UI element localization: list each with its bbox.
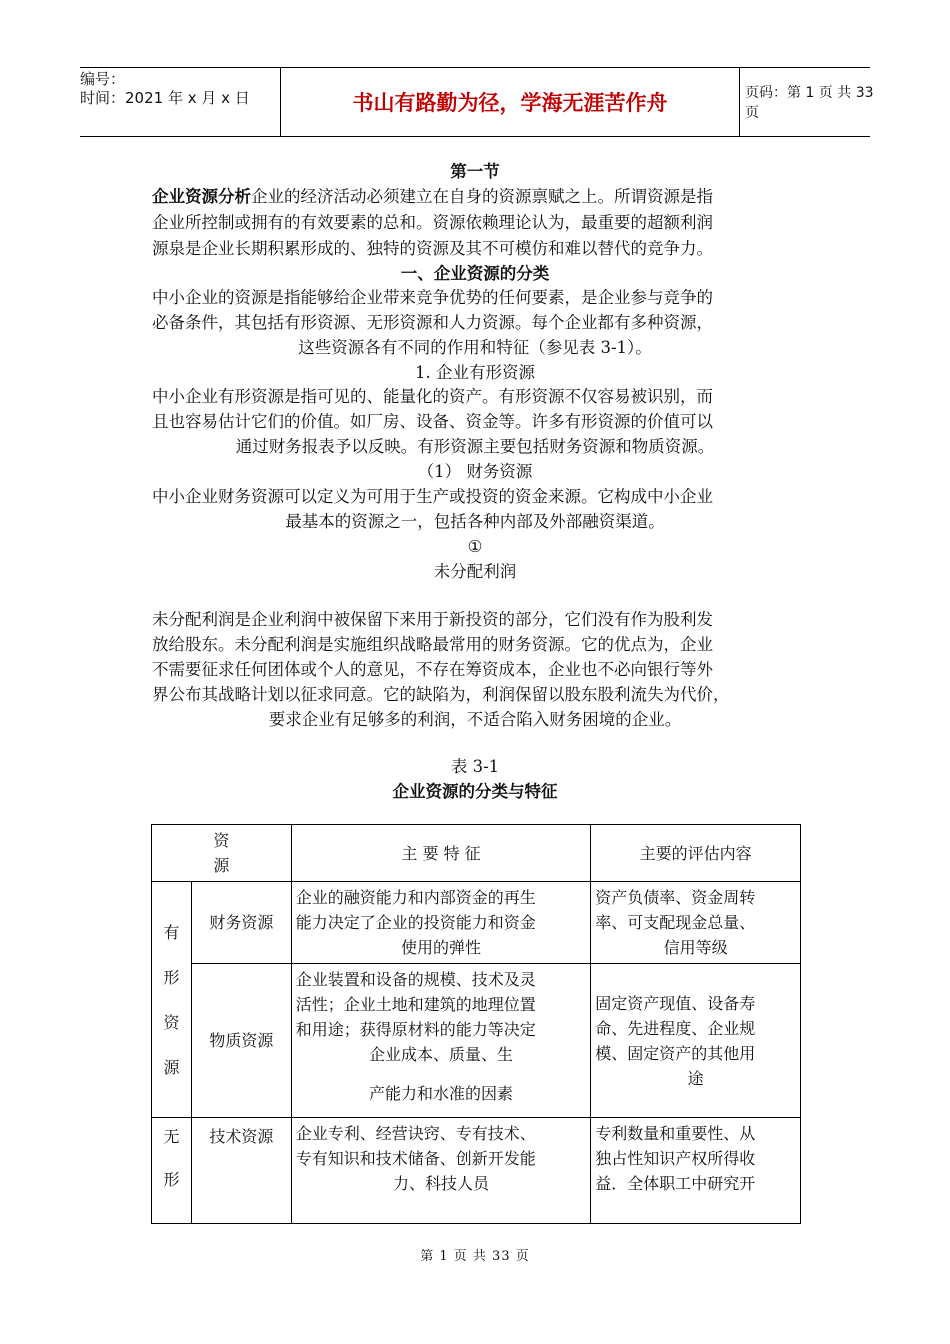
eval-cell — [591, 882, 801, 964]
intro-bold: 企业资源分析 — [152, 187, 251, 206]
feature-line: 产能力和水准的因素 — [369, 1084, 514, 1103]
resource-table — [151, 824, 801, 1224]
table-caption-number: 表 3-1 — [450, 757, 500, 776]
header-time-label: 时间：2021 年 x 月 x 日 — [80, 89, 250, 107]
header-page-info: 页码：第 1 页 共 33 页 — [745, 85, 874, 121]
feature-cell — [291, 1118, 591, 1224]
eval-line: 资产负债率、资金周转 — [595, 888, 756, 907]
p2-line-3: 通过财务报表予以反映。有形资源主要包括财务资源和物质资源。 — [235, 437, 715, 456]
circled-number: ① — [467, 537, 483, 556]
p4-line-2: 放给股东。未分配利润是实施组织战略最常用的财务资源。它的优点为，企业 — [152, 635, 713, 654]
intro-line-2: 企业所控制或拥有的有效要素的总和。资源依赖理论认为，最重要的超额利润 — [152, 213, 713, 232]
header-number-label: 编号： — [80, 70, 126, 88]
feature-line: 企业成本、质量、生 — [369, 1045, 514, 1064]
row-label: 财务资源 — [191, 882, 291, 964]
header-meta — [80, 68, 280, 138]
category-char: 形 — [163, 967, 180, 987]
eval-line: 专利数量和重要性、从 — [595, 1124, 756, 1143]
intro-text: 企业的经济活动必须建立在自身的资源禀赋之上。所谓资源是指 — [251, 187, 713, 206]
eval-line: 独占性知识产权所得收 — [595, 1149, 756, 1168]
p3-line-1: 中小企业财务资源可以定义为可用于生产或投资的资金来源。它构成中小企业 — [152, 487, 713, 506]
feature-line: 能力决定了企业的投资能力和资金 — [295, 913, 536, 932]
eval-cell — [591, 1118, 801, 1224]
eval-line: 信用等级 — [663, 938, 728, 957]
eval-line: 益．全体职工中研究开 — [595, 1174, 756, 1193]
p4-line-5: 要求企业有足够多的利润，不适合陷入财务困境的企业。 — [268, 710, 682, 729]
table-row — [152, 964, 801, 1118]
header-feature-cell: 主 要 特 征 — [291, 825, 591, 882]
feature-line: 和用途；获得原材料的能力等决定 — [295, 1020, 536, 1039]
subheading-retained-profit: 未分配利润 — [433, 562, 517, 581]
eval-line: 命、先进程度、企业规 — [595, 1018, 756, 1038]
intro-line-1 — [152, 184, 713, 210]
category-char: 有 — [163, 922, 180, 942]
category-char: 形 — [163, 1170, 180, 1189]
section-title: 第一节 — [450, 162, 500, 181]
p2-line-1: 中小企业有形资源是指可见的、能量化的资产。有形资源不仅容易被识别，而 — [152, 387, 713, 406]
feature-cell — [291, 964, 591, 1118]
p2-line-2: 且也容易估计它们的价值。如厂房、设备、资金等。许多有形资源的价值可以 — [152, 412, 713, 431]
intro-line-3: 源泉是企业长期积累形成的、独特的资源及其不可模仿和难以替代的竞争力。 — [152, 239, 713, 258]
eval-line: 固定资产现值、设备寿 — [595, 993, 756, 1013]
header-resource-char-1: 资 — [213, 831, 230, 850]
page-header — [80, 67, 874, 137]
feature-line: 企业的融资能力和内部资金的再生 — [295, 888, 536, 907]
feature-line: 力、科技人员 — [393, 1174, 490, 1193]
header-resource-char-2: 源 — [213, 856, 230, 875]
page-footer: 第 1 页 共 33 页 — [420, 1249, 530, 1264]
row-label: 技术资源 — [191, 1118, 291, 1224]
feature-line: 使用的弹性 — [401, 938, 482, 957]
table-caption-title: 企业资源的分类与特征 — [392, 782, 558, 801]
header-eval-cell: 主要的评估内容 — [591, 825, 801, 882]
feature-line: 企业装置和设备的规模、技术及灵 — [295, 970, 536, 989]
p1-line-2: 必备条件，其包括有形资源、无形资源和人力资源。每个企业都有多种资源， — [152, 313, 713, 332]
p4-line-3: 不需要征求任何团体或个人的意见，不存在筹资成本，企业也不必向银行等外 — [152, 660, 713, 679]
p3-line-2: 最基本的资源之一，包括各种内部及外部融资渠道。 — [285, 512, 665, 531]
feature-line: 活性；企业土地和建筑的地理位置 — [295, 995, 536, 1014]
feature-line: 企业专利、经营诀窍、专有技术、 — [295, 1124, 536, 1143]
category-char: 无 — [163, 1127, 180, 1146]
table-row — [152, 1118, 801, 1224]
row-label: 物质资源 — [191, 964, 291, 1118]
eval-line: 途 — [687, 1068, 704, 1088]
category-intangible — [152, 1118, 192, 1224]
category-tangible — [152, 882, 192, 1118]
eval-line: 率、可支配现金总量、 — [595, 913, 756, 932]
table-header-row — [152, 825, 801, 882]
heading-classification: 一、企业资源的分类 — [400, 264, 550, 283]
category-char: 源 — [163, 1057, 180, 1077]
p4-line-4: 界公布其战略计划以征求同意。它的缺陷为，利润保留以股东股利流失为代价， — [152, 685, 730, 704]
feature-cell — [291, 882, 591, 964]
subheading-tangible: 1. 企业有形资源 — [415, 363, 535, 382]
header-resource-cell — [152, 825, 292, 882]
table-row — [152, 882, 801, 964]
eval-cell — [591, 964, 801, 1118]
p1-line-3: 这些资源各有不同的作用和特征（参见表 3-1）。 — [298, 338, 652, 357]
category-char: 资 — [163, 1012, 180, 1032]
eval-line: 模、固定资产的其他用 — [595, 1043, 756, 1063]
subheading-financial: （1） 财务资源 — [417, 462, 533, 481]
feature-line: 专有知识和技术储备、创新开发能 — [295, 1149, 536, 1168]
header-motto: 书山有路勤为径，学海无涯苦作舟 — [280, 68, 740, 136]
p1-line-1: 中小企业的资源是指能够给企业带来竞争优势的任何要素，是企业参与竞争的 — [152, 288, 713, 307]
p4-line-1: 未分配利润是企业利润中被保留下来用于新投资的部分，它们没有作为股利发 — [152, 610, 713, 629]
